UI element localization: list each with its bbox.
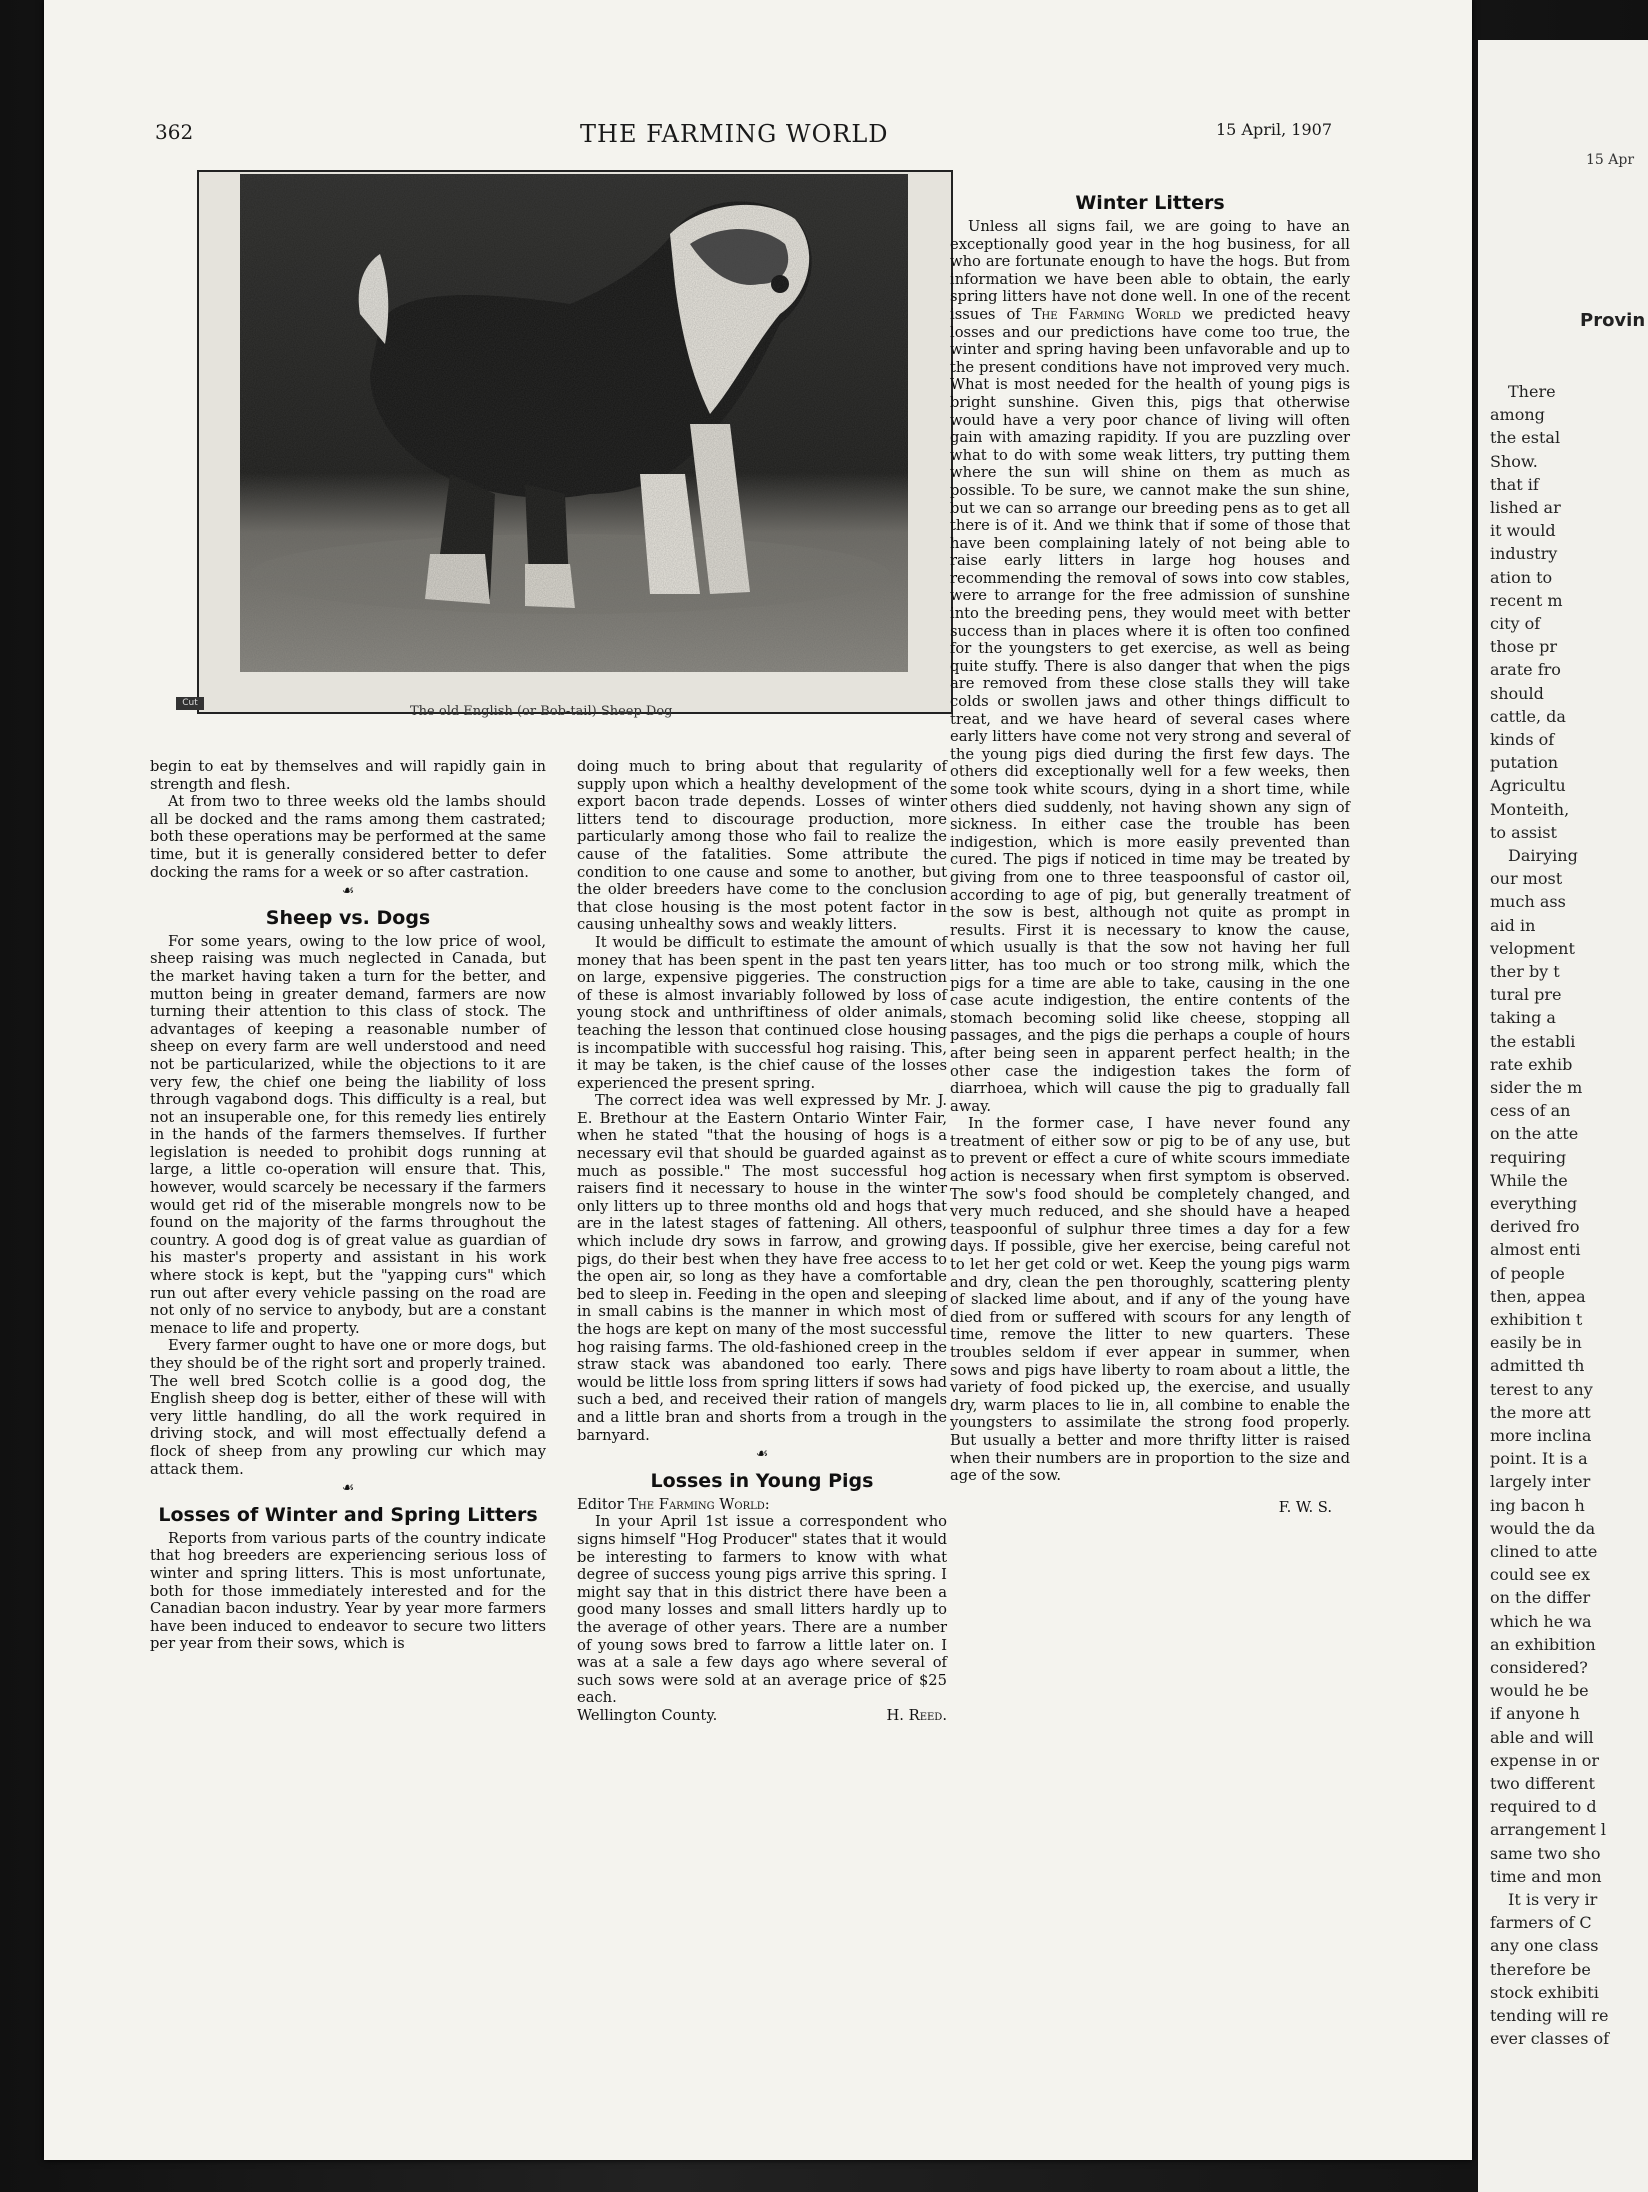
adjacent-page-line: Dairying	[1508, 846, 1578, 865]
adjacent-page-line: expense in or	[1490, 1750, 1600, 1770]
salutation-suffix: :	[764, 1495, 770, 1513]
adjacent-page-line: much ass	[1490, 892, 1566, 912]
article-signature: F. W. S.	[1278, 1498, 1332, 1516]
adjacent-page-line: able and will	[1490, 1727, 1594, 1747]
paragraph: For some years, owing to the low price of wool, sheep raising was much neglected in Canada, but the market having taken a turn for the better, and mutton being in greater demand, farmers are now turning their attention to this class of stock. The advantages of keeping a reasonable number of sheep on every farm are well understood and need not be particularized, while the objections to it are very few, the chief one being the liability of loss through vagabond dogs. This difficulty is a real, but not an insuperable one, for this remedy lies entirely in the hands of the farmers themselves. If further legislation is needed to prohibit dogs running at large, a little co-operation will ensure that. This, however, would scarcely be necessary if the farmers would get rid of the miserable mongrels now to be found on the majority of the farms throughout the country. A good dog is of great value as guardian of his master's property and assistant in his work where stock is kept, but the "yapping curs" which run out after every vehicle passing on the road are not only of no service to anybody, but are a constant menace to life and property.	[150, 932, 546, 1337]
adjacent-page-line: taking a	[1490, 1008, 1556, 1028]
adjacent-page-line: derived fro	[1490, 1217, 1580, 1237]
paragraph: Reports from various parts of the country indicate that hog breeders are experiencing serious loss of winter and spring litters. This is most unfortunate, both for those immediately interested and for the Canadian bacon industry. Year by year more farmers have been induced to endeavor to secure two litters per year from their sows, which is	[150, 1529, 546, 1653]
adjacent-page-line: sider the m	[1490, 1078, 1583, 1097]
adjacent-page-line: on the atte	[1490, 1124, 1579, 1144]
article-column-1	[150, 758, 546, 1653]
paragraph: At from two to three weeks old the lambs should all be docked and the rams among them castrated; both these operations may be performed at the same time, but it is generally considered better to defer docking the rams for a week or so after castration.	[150, 793, 546, 881]
salutation-prefix: Editor	[577, 1495, 629, 1513]
adjacent-page-line: an exhibition	[1490, 1634, 1596, 1654]
adjacent-page-line: more inclina	[1490, 1426, 1592, 1445]
adjacent-page-line: velopment	[1490, 938, 1575, 958]
adjacent-page-line: It is very ir	[1508, 1890, 1598, 1909]
adjacent-page-line: easily be in	[1490, 1333, 1582, 1353]
adjacent-page-line: two different	[1490, 1774, 1595, 1793]
adjacent-page-line: largely inter	[1490, 1472, 1591, 1492]
article-column-3	[950, 186, 1350, 1516]
text-run: we predicted heavy losses and our predictions have come too true, the winter and spring having been unfavorable and up to the present conditions have not improved very much. What is most needed for the health of young pigs is bright sunshine. Given this, pigs that otherwise would have a very poor chance of living will often gain with amazing rapidity. If you are puzzling over what to do with some weak litters, try putting them where the sun will shine on them as much as possible. To be sure, we cannot make the sun shine, but we can so arrange our breeding pens as to get all there is of it. And we think that if some of those that have been complaining lately of not being able to raise early litters in large hog houses and recommending the removal of sows into cow stables, were to arrange for the free admission of sunshine into the breeding pens, they would meet with better success than in places where it is often too confined for the youngsters to get exercise, as well as being quite stuffy. There is also danger that when the pigs are removed from these close stalls they will take colds or swollen jaws and other things difficult to treat, and we have heard of several cases where early litters have come not very strong and several of the young pigs died during the first few days. The others did exceptionally well for a few weeks, then some took white scours, dying in a short time, while others died suddenly, not having shown any sign of sickness. In either case the trouble has been indigestion, which is more easily prevented than cured. The pigs if noticed in time may be treated by giving from one to three teaspoonsful of castor oil, according to age of pig, but generally treatment of the sow is best, although not quite as prompt in results. First it is necessary to know the cause, which usually is that the sow not having her full litter, has too much or too strong milk, which the pigs for a time are able to take, causing in the one case acute indigestion, the entire contents of the stomach becoming solid like cheese, stopping all passages, and the pigs die perhaps a couple of hours after being seen in apparent perfect health; in the other case the indigestion takes the form of diarrhoea, which will cause the pig to gradually fall away.	[950, 305, 1350, 1115]
article-column-2	[577, 758, 947, 1724]
paragraph: In your April 1st issue a correspondent who signs himself "Hog Producer" states that it would be interesting to farmers to know with what degree of success young pigs arrive this spring. I might say that in this district there have been a good many losses and small litters hardly up to the average of other years. There are a number of young sows bred to farrow a little later on. I was at a sale a few days ago where several of such sows were sold at an average price of $25 each.	[577, 1513, 947, 1707]
adjacent-page-line: to assist	[1490, 822, 1557, 842]
adjacent-page-line: would the da	[1490, 1518, 1596, 1538]
engraver-mark: Cut	[176, 697, 204, 710]
paragraph: The correct idea was well expressed by Mr. J. E. Brethour at the Eastern Ontario Winter Fair, when he stated "that the housing of hogs is a necessary evil that should be guarded against as much as possible." The most successful hog raisers find it necessary to house in the winter only litters up to three months old and hogs that are in the latest stages of fattening. All others, which include dry sows in farrow, and growing pigs, do their best when they have free access to the open air, so long as they have a comfortable bed to sleep in. Feeding in the open and sleeping in small cabins is the manner in which most of the hogs are kept on many of the most successful hog raising farms. The old-fashioned creep in the straw stack was abandoned too early. There would be little loss from spring litters if sows had such a bed, and received their ration of mangels and a little bran and shorts from a trough in the barnyard.	[577, 1092, 947, 1444]
adjacent-page-line: cess of an	[1490, 1101, 1571, 1121]
adjacent-page-line: it would	[1490, 521, 1556, 541]
journal-reference: The Farming World	[1031, 305, 1181, 323]
adjacent-page-line: recent m	[1490, 590, 1563, 610]
adjacent-page-line: tending will re	[1490, 2006, 1609, 2025]
salutation-journal: The Farming World	[628, 1495, 765, 1513]
issue-date: 15 April, 1907	[1216, 120, 1333, 139]
adjacent-page-line: kinds of	[1490, 730, 1555, 749]
photo-caption: The old English (or Bob-tail) Sheep Dog	[410, 704, 673, 719]
adjacent-page-line: then, appea	[1490, 1286, 1586, 1306]
adjacent-page-line: on the differ	[1490, 1588, 1591, 1608]
text-run: Unless all signs fail, we are going to have an exceptionally good year in the hog business, for all who are fortunate enough to have the hogs. But from information we have been able to obtain, the early spring litters have not done well. In one of the recent issues of	[950, 218, 1350, 323]
adjacent-page-line: could see ex	[1490, 1565, 1591, 1585]
heading-winter-litters: Winter Litters	[1075, 192, 1225, 214]
adjacent-page-line: clined to atte	[1490, 1542, 1598, 1561]
editor-salutation	[577, 1496, 947, 1514]
adjacent-page-line: considered?	[1490, 1658, 1588, 1677]
paragraph	[950, 218, 1350, 1115]
section-ornament: ☙	[755, 1446, 769, 1463]
adjacent-page-line: ther by t	[1490, 962, 1560, 981]
signature-name: H. Reed.	[886, 1706, 947, 1724]
heading-sheep-vs-dogs: Sheep vs. Dogs	[265, 906, 431, 929]
paragraph: It would be difficult to estimate the amount of money that has been spent in the past ten years on large, expensive piggeries. The construction of these is almost invariably followed by loss of young stock and unthriftiness of older animals, teaching the lesson that continued close housing is incompatible with successful hog raising. This, it may be taken, is the chief cause of the losses experienced the present spring.	[577, 933, 947, 1092]
adjacent-page-heading: Provin	[1580, 310, 1646, 331]
page-number: 362	[155, 120, 194, 144]
adjacent-page-line: same two sho	[1490, 1843, 1601, 1863]
paragraph: Every farmer ought to have one or more dogs, but they should be of the right sort and properly trained. The well bred Scotch collie is a good dog, the English sheep dog is better, either of these will with very little handling, do all the work required in driving stock, and will most effectually defend a flock of sheep from any prowling cur which may attack them.	[150, 1337, 546, 1478]
adjacent-page-line: ing bacon h	[1490, 1495, 1585, 1515]
journal-title: THE FARMING WORLD	[580, 120, 889, 148]
adjacent-page-line: almost enti	[1490, 1240, 1581, 1260]
adjacent-page-strip	[1478, 40, 1648, 2192]
adjacent-page-line: would he be	[1490, 1681, 1589, 1701]
adjacent-page-line: tural pre	[1490, 985, 1562, 1005]
adjacent-page-line: among	[1490, 405, 1545, 425]
adjacent-page-line: arate fro	[1490, 660, 1561, 680]
adjacent-page-line: terest to any	[1490, 1379, 1593, 1399]
adjacent-page-line: the more att	[1490, 1402, 1591, 1422]
adjacent-page-line: cattle, da	[1490, 706, 1566, 726]
adjacent-page-line: requiring	[1490, 1147, 1567, 1167]
section-ornament: ☙	[341, 1480, 355, 1497]
adjacent-page-line: farmers of C	[1490, 1913, 1592, 1933]
adjacent-page-line: of people	[1490, 1263, 1565, 1283]
adjacent-page-line: if anyone h	[1490, 1704, 1580, 1724]
adjacent-page-date: 15 Apr	[1586, 152, 1635, 168]
adjacent-page-line: industry	[1490, 544, 1558, 564]
paragraph: doing much to bring about that regularity of supply upon which a healthy development of the export bacon trade depends. Losses of winter litters tend to discourage production, more particularly among those who fail to realize the cause of the fatalities. Some attribute the condition to one cause and some to another, but the older breeders have come to the conclusion that close housing is the most potent factor in causing unhealthy sows and weakly litters.	[577, 758, 947, 934]
adjacent-page-line: which he wa	[1490, 1611, 1592, 1631]
letter-signature	[577, 1707, 947, 1725]
adjacent-page-line: should	[1490, 683, 1544, 703]
adjacent-page-line: Show.	[1490, 451, 1538, 471]
adjacent-page-line: exhibition t	[1490, 1310, 1583, 1329]
paragraph: begin to eat by themselves and will rapidly gain in strength and flesh.	[150, 758, 546, 793]
adjacent-page-line: Agricultu	[1490, 776, 1566, 796]
adjacent-page-line: required to d	[1490, 1797, 1597, 1817]
adjacent-page-line: There	[1508, 382, 1556, 401]
adjacent-page-line: putation	[1490, 753, 1558, 773]
adjacent-page-line: that if	[1490, 474, 1539, 494]
section-ornament: ☙	[341, 883, 355, 900]
adjacent-page-line: admitted th	[1490, 1356, 1585, 1376]
adjacent-page-line: point. It is a	[1490, 1449, 1588, 1469]
adjacent-page-line: stock exhibiti	[1490, 1982, 1599, 2002]
adjacent-page-line: ation to	[1490, 567, 1553, 587]
adjacent-page-line: aid in	[1490, 915, 1536, 935]
adjacent-page-line: arrangement l	[1490, 1820, 1606, 1840]
heading-losses-young-pigs: Losses in Young Pigs	[650, 1469, 874, 1492]
paragraph: In the former case, I have never found any treatment of either sow or pig to be of any use, but to prevent or effect a cure of white scours immediate action is necessary when first symptom is observed. The sow's food should be completely changed, and very much reduced, and she should have a heaped teaspoonful of sulphur three times a day for a few days. If possible, give her exercise, being careful not to let her get cold or wet. Keep the young pigs warm and dry, clean the pen thoroughly, scattering plenty of slacked lime about, and if any of the young have died from or suffered with scours for any length of time, remove the litter to new quarters. These troubles seldom if ever appear in summer, when sows and pigs have liberty to roam about a little, the variety of food picked up, the exercise, and usually dry, warm places to lie in, all combine to enable the youngsters to assimilate the strong food properly. But usually a better and more thrifty litter is raised when their numbers are in proportion to the size and age of the sow.	[950, 1115, 1350, 1485]
adjacent-page-line: Monteith,	[1490, 799, 1570, 819]
heading-losses-winter-spring: Losses of Winter and Spring Litters	[158, 1503, 538, 1526]
adjacent-page-line: therefore be	[1490, 1959, 1591, 1979]
sheep-dog-photo	[240, 174, 908, 672]
adjacent-page-line: city of	[1490, 614, 1541, 633]
adjacent-page-line: the establi	[1490, 1031, 1576, 1051]
adjacent-page-line: ever classes of	[1490, 2029, 1610, 2049]
signature-place: Wellington County.	[577, 1706, 718, 1724]
adjacent-page-line: the estal	[1490, 428, 1561, 448]
adjacent-page-line: rate exhib	[1490, 1054, 1573, 1074]
adjacent-page-line: time and mon	[1490, 1866, 1602, 1886]
adjacent-page-line: everything	[1490, 1194, 1578, 1213]
adjacent-page-line: those pr	[1490, 637, 1558, 657]
adjacent-page-line: While the	[1490, 1170, 1568, 1190]
adjacent-page-line: our most	[1490, 869, 1563, 889]
adjacent-page-line: any one class	[1490, 1936, 1599, 1956]
adjacent-page-line: lished ar	[1490, 498, 1561, 517]
